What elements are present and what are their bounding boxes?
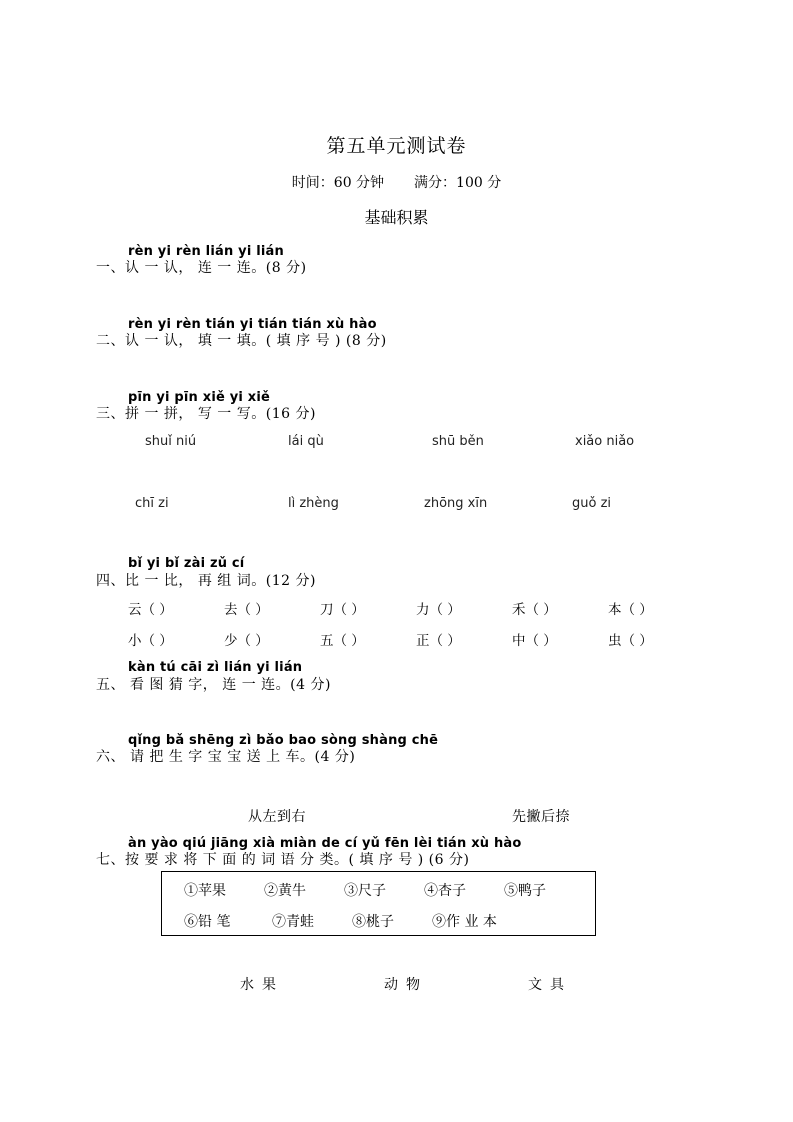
fill-blank[interactable]: 去（ ） [224,602,269,618]
q7-text: 七、按 要 求 将 下 面 的 词 语 分 类。( 填 序 号 ) (6 分) [96,852,470,868]
word-option: ⑧桃子 [352,914,394,930]
word-option: ①苹果 [184,883,226,899]
fill-blank[interactable]: 小（ ） [128,633,173,649]
q4-text: 四、比 一 比， 再 组 词。(12 分) [96,573,316,589]
fill-blank[interactable]: 正（ ） [416,633,461,649]
q7-pinyin: àn yào qiú jiāng xià miàn de cí yǔ fēn lèi tián xù hào [128,836,522,851]
word-option: ⑤鸭子 [504,883,546,899]
car-label-left: 从左到右 [248,809,306,825]
word-option: ③尺子 [344,883,386,899]
fill-blank[interactable]: 刀（ ） [320,602,365,618]
page-title: 第五单元测试卷 [326,135,467,157]
q3-pinyin-item: shuǐ niú [145,434,197,449]
fill-blank[interactable]: 云（ ） [128,602,173,618]
car-label-right: 先撇后捺 [512,809,570,825]
word-option: ⑦青蛙 [272,914,314,930]
fill-blank[interactable]: 力（ ） [416,602,461,618]
fill-blank[interactable]: 虫（ ） [608,633,653,649]
time-limit: 时间：60 分钟 [291,175,385,191]
q6-pinyin: qǐng bǎ shēng zì bǎo bao sòng shàng chē [128,733,439,748]
category-fruit: 水果 [240,977,284,993]
q3-pinyin-item: lì zhèng [288,496,339,511]
fill-blank[interactable]: 禾（ ） [512,602,557,618]
q5-pinyin: kàn tú cāi zì lián yi lián [128,660,303,675]
q1-text: 一、认 一 认， 连 一 连。(8 分) [96,260,307,276]
q3-pinyin-item: xiǎo niǎo [575,434,635,449]
q6-text: 六、 请 把 生 字 宝 宝 送 上 车。(4 分) [96,749,356,765]
word-option: ⑨作 业 本 [432,914,497,930]
q5-text: 五、 看 图 猜 字， 连 一 连。(4 分) [96,677,331,693]
fill-blank[interactable]: 五（ ） [320,633,365,649]
q3-text: 三、拼 一 拼， 写 一 写。(16 分) [96,406,316,422]
q3-pinyin-item: chī zi [135,496,169,511]
q3-pinyin-item: zhōng xīn [424,496,488,511]
word-option: ④杏子 [424,883,466,899]
fill-blank[interactable]: 少（ ） [224,633,269,649]
q2-pinyin: rèn yi rèn tián yi tián tián xù hào [128,317,377,332]
word-option: ⑥铅 笔 [184,914,231,930]
exam-meta [0,172,793,192]
q1-pinyin: rèn yi rèn lián yi lián [128,244,284,259]
full-score: 满分：100 分 [414,175,502,191]
q3-pinyin-item: shū běn [432,434,484,449]
fill-blank[interactable]: 中（ ） [512,633,557,649]
q2-text: 二、认 一 认， 填 一 填。( 填 序 号 ) (8 分) [96,333,387,349]
word-option: ②黄牛 [264,883,306,899]
q3-pinyin-item: lái qù [288,434,324,449]
fill-blank[interactable]: 本（ ） [608,602,653,618]
q3-pinyin: pīn yi pīn xiě yi xiě [128,390,271,405]
category-stationery: 文具 [528,977,572,993]
section-heading: 基础积累 [364,208,429,227]
q4-pinyin: bǐ yi bǐ zài zǔ cí [128,556,245,571]
category-animal: 动物 [384,977,428,993]
q3-pinyin-item: guǒ zi [572,496,612,511]
